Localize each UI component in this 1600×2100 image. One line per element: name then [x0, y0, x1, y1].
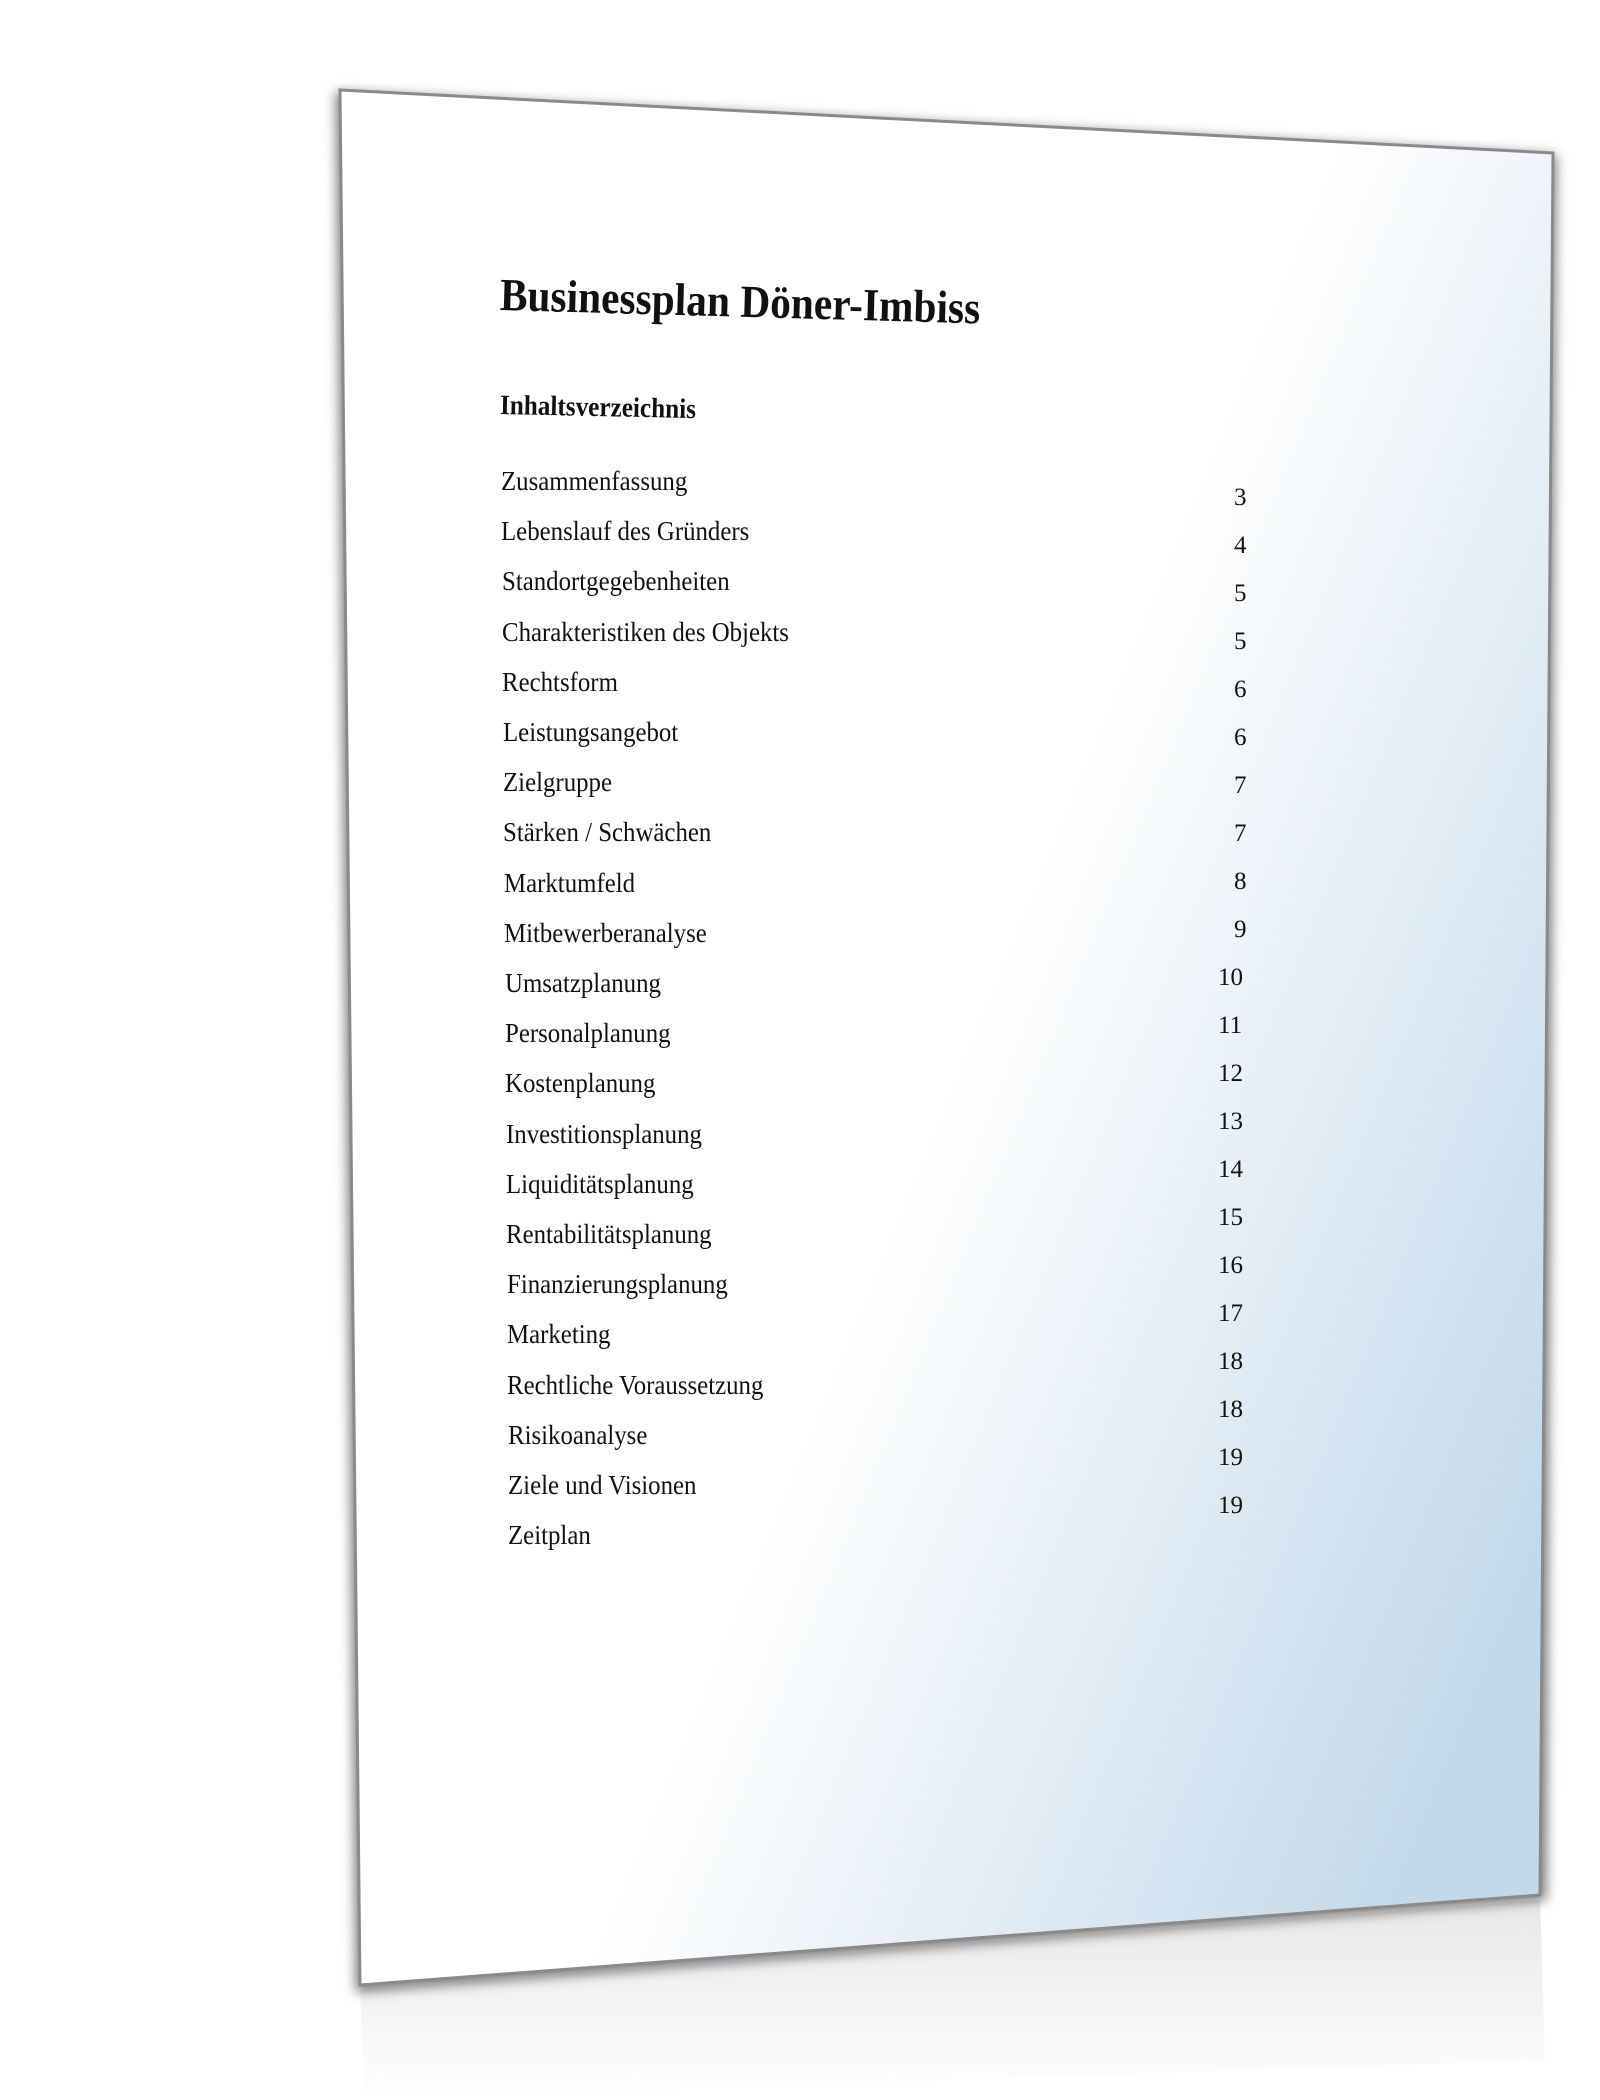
toc-entry-page: 16 [1218, 1252, 1243, 1279]
toc-entry-label[interactable]: Liquiditätsplanung [505, 1168, 694, 1199]
toc-entry-page: 9 [1234, 916, 1247, 943]
toc-entry-label[interactable]: Rechtliche Voraussetzung [507, 1369, 764, 1400]
toc-entry-label[interactable]: Marketing [506, 1319, 611, 1350]
toc-entry-label[interactable]: Lebenslauf des Gründers [501, 516, 750, 547]
toc-entry-label[interactable]: Finanzierungsplanung [506, 1269, 728, 1300]
toc-entry-page: 19 [1218, 1492, 1243, 1519]
toc-entry-label[interactable]: Ziele und Visionen [508, 1470, 697, 1500]
toc-entry-label[interactable]: Zeitplan [508, 1520, 592, 1551]
toc-entry-label[interactable]: Umsatzplanung [504, 968, 661, 998]
document-title: Businessplan Döner-Imbiss [499, 269, 981, 334]
toc-entry-label[interactable]: Zusammenfassung [501, 466, 688, 496]
toc-entry-page: 7 [1234, 820, 1247, 847]
toc-entry-label[interactable]: Investitionsplanung [505, 1118, 702, 1149]
toc-entry-page: 6 [1234, 676, 1247, 703]
toc-entry-page: 12 [1218, 1060, 1243, 1087]
toc-entry-page: 5 [1234, 628, 1247, 655]
toc-entry-page: 3 [1234, 484, 1247, 511]
toc-entry-page: 18 [1218, 1348, 1243, 1375]
toc-entry-page: 5 [1234, 580, 1247, 607]
toc-entry-label[interactable]: Risikoanalyse [507, 1419, 648, 1450]
toc-entry-label[interactable]: Mitbewerberanalyse [504, 917, 707, 948]
toc-entry-label[interactable]: Leistungsangebot [502, 717, 678, 747]
toc-entry-page: 7 [1234, 772, 1247, 799]
toc-entry-page: 6 [1234, 724, 1247, 751]
toc-entry-label[interactable]: Marktumfeld [503, 867, 635, 898]
toc-entry-page: 18 [1218, 1396, 1243, 1423]
toc-entry-page: 14 [1218, 1156, 1243, 1183]
toc-entry-page: 11 [1218, 1012, 1243, 1039]
toc-entry-label[interactable]: Personalplanung [504, 1018, 671, 1049]
toc-entry-label[interactable]: Kostenplanung [505, 1068, 656, 1099]
toc-entry-page: 10 [1218, 964, 1243, 991]
toc-entry-label[interactable]: Rentabilitätsplanung [506, 1219, 712, 1249]
toc-entry-page: 17 [1218, 1300, 1243, 1327]
toc-entry-label[interactable]: Rechtsform [502, 666, 619, 697]
toc-entry-page: 13 [1218, 1108, 1243, 1135]
toc-heading: Inhaltsverzeichnis [499, 390, 697, 426]
toc-entry-page: 4 [1234, 532, 1247, 559]
toc-entry-page: 19 [1218, 1444, 1243, 1471]
toc-entry-page: 15 [1218, 1204, 1243, 1231]
toc-entry-label[interactable]: Zielgruppe [503, 767, 613, 798]
toc-entry-label[interactable]: Charakteristiken des Objekts [502, 616, 790, 647]
toc-entry-label[interactable]: Standortgegebenheiten [501, 566, 730, 597]
toc-entry-label[interactable]: Stärken / Schwächen [503, 817, 712, 848]
toc-entry-page: 8 [1234, 868, 1247, 895]
